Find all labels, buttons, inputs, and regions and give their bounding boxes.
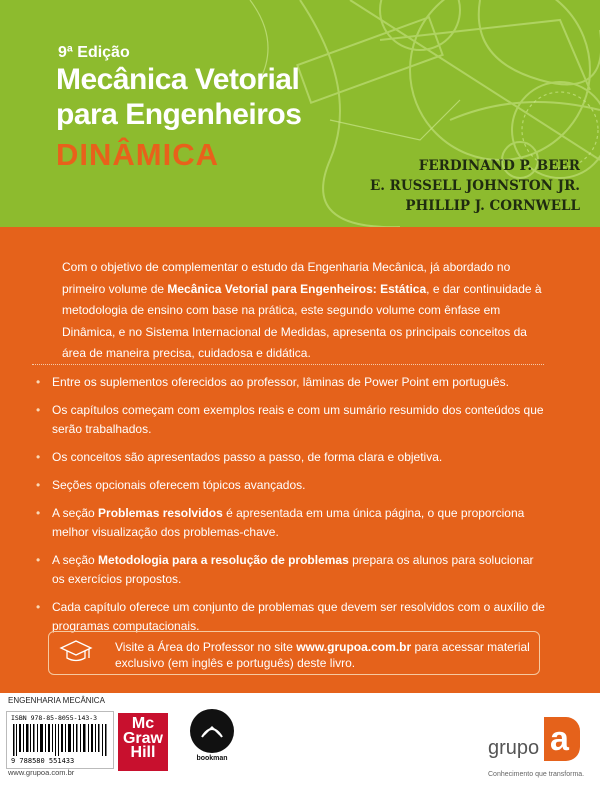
back-cover-body xyxy=(0,227,600,693)
list-item-text: Entre os suplementos oferecidos ao professor, lâminas de Power Point em português. xyxy=(52,375,509,389)
book-subtitle: DINÂMICA xyxy=(56,137,219,172)
book-title-line1: Mecânica Vetorial xyxy=(56,63,300,96)
list-item-bold: Problemas resolvidos xyxy=(98,506,223,520)
author-name: PHILLIP J. CORNWELL xyxy=(405,198,580,214)
list-item-text: A seção xyxy=(52,506,99,520)
grupo-letter: a xyxy=(550,720,569,758)
list-item-text: A seção xyxy=(52,553,99,567)
bullet-icon: • xyxy=(36,478,41,492)
mcgraw-hill-logo xyxy=(118,713,168,771)
list-item xyxy=(36,448,546,467)
bullet-icon: • xyxy=(36,403,41,417)
notice-text-part: Visite a Área do Professor no site xyxy=(115,640,297,654)
site-link[interactable]: www.grupoa.com.br xyxy=(296,640,412,654)
author-name: E. RUSSELL JOHNSTON JR. xyxy=(369,178,580,194)
logo-text: Graw xyxy=(122,729,163,747)
notice-text xyxy=(115,640,535,671)
graduation-cap-icon xyxy=(59,638,93,671)
footer-site: www.grupoa.com.br xyxy=(8,768,75,777)
list-item xyxy=(36,504,546,542)
list-item-text: Os conceitos são apresentados passo a passo, de forma clara e objetiva. xyxy=(52,450,443,464)
cover-header xyxy=(0,0,600,227)
list-item-text: é apresentada em uma única página, o que proporciona melhor visualização dos problemas-chave. xyxy=(52,506,525,539)
professor-area-notice xyxy=(48,631,540,675)
book-title-line2: para Engenheiros xyxy=(56,98,302,131)
list-item-bold: Metodologia para a resolução de problemas xyxy=(98,553,349,567)
bullet-icon: • xyxy=(36,375,41,389)
barcode-number: 9 788580 551433 xyxy=(11,757,75,765)
grupo-a-letter-icon xyxy=(544,717,580,761)
author-name: FERDINAND P. BEER xyxy=(418,158,580,174)
list-item-text: prepara os alunos para solucionar os exercícios propostos. xyxy=(52,553,534,586)
bookman-label: bookman xyxy=(196,755,228,762)
edition-label: 9ª Edição xyxy=(58,44,130,61)
publisher-footer xyxy=(0,693,600,800)
intro-bold-title: Mecânica Vetorial para Engenheiros: Estática xyxy=(167,281,427,296)
grupo-word: grupo xyxy=(488,737,540,759)
barcode xyxy=(6,711,114,769)
category-label: ENGENHARIA MECÂNICA xyxy=(8,696,105,705)
list-item xyxy=(36,373,546,392)
logo-text: Hill xyxy=(130,744,156,761)
list-item-text: Os capítulos começam com exemplos reais e com um sumário resumido dos conteúdos que serão trabalhados. xyxy=(52,403,544,436)
list-item xyxy=(36,551,546,589)
intro-text: , e dar continuidade à metodologia de ensino com base na prática, este segundo volume com ênfase em Dinâmica, e no Sistema Internacional de Medidas, apresenta os principais conceitos da área de maneira precisa, cuidadosa e didática. xyxy=(62,281,542,360)
notice-text-part: para acessar material exclusivo (em inglês e português) deste livro. xyxy=(115,640,530,670)
logo-text: Mc xyxy=(131,715,155,732)
list-item-text: Cada capítulo oferece um conjunto de problemas que devem ser resolvidos com o auxílio de programas computacionais. xyxy=(52,600,545,633)
list-item xyxy=(36,401,546,439)
intro-text: Com o objetivo de complementar o estudo da Engenharia Mecânica, já abordado no primeiro volume de xyxy=(62,260,511,296)
barcode-bars xyxy=(13,724,109,756)
isbn-label: ISBN 978-85-8055-143-3 xyxy=(11,714,98,722)
bullet-icon: • xyxy=(36,600,41,614)
author-list xyxy=(370,156,580,216)
feature-list xyxy=(36,373,546,645)
bullet-icon: • xyxy=(36,506,41,520)
bookman-logo-icon xyxy=(190,709,234,753)
list-item xyxy=(36,476,546,495)
tagline: Conhecimento que transforma. xyxy=(488,771,585,778)
bullet-icon: • xyxy=(36,450,41,464)
list-item-text: Seções opcionais oferecem tópicos avançados. xyxy=(52,478,306,492)
bullet-icon: • xyxy=(36,553,41,567)
divider xyxy=(32,364,544,365)
intro-paragraph xyxy=(62,257,548,365)
